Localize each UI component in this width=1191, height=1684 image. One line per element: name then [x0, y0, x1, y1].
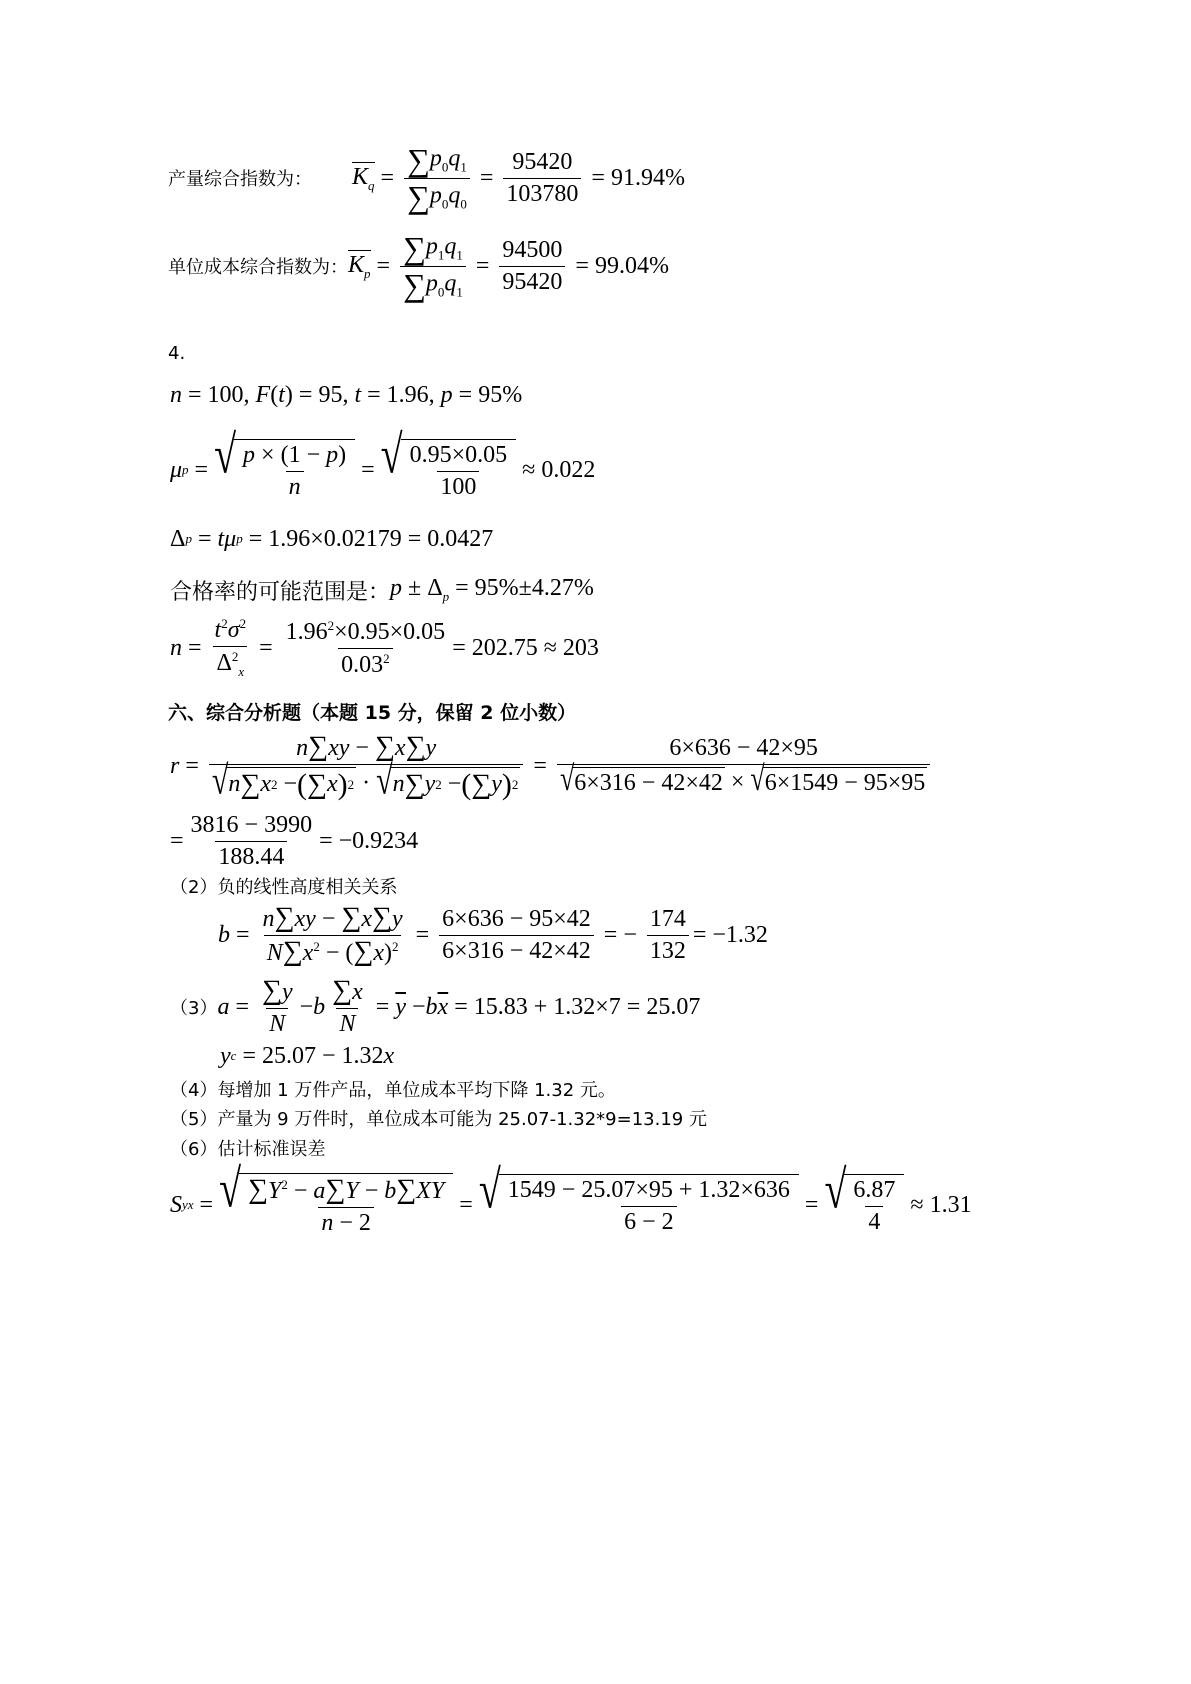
regression-equation: y c = 25.07 − 1.32 x: [220, 1042, 395, 1069]
n-num-base: 1.96: [285, 618, 328, 645]
r-step-numerator: 3816 − 3990: [190, 811, 313, 838]
b-den-values: 6×316 − 42×42: [439, 935, 594, 965]
slope-formula: b = $\frac{n\sum xy - \sum x\sum y}{N\sum x^2 - (\sum x)^2}$ = $\frac{6\times 636 - 95\times 42}{6\times 316 - 42\times 42}$ = − $\frac{174}{132}$ = −1.32: [218, 901, 768, 967]
limit-error-formula: Δ p = tμ p = 1.96×0.02179 = 0.0427: [170, 525, 494, 552]
section-6-heading: 六、综合分析题（本题 15 分，保留 2 位小数）: [168, 702, 577, 724]
mu-result: 0.022: [541, 456, 596, 483]
b-num-values: 6×636 − 95×42: [442, 905, 591, 932]
part-5-line: （5）产量为 9 万件时，单位成本可能为 25.07-1.32*9=13.19 元: [170, 1109, 707, 1130]
b-result: = −1.32: [692, 921, 768, 948]
mu-numerator: 0.95×0.05: [409, 442, 508, 468]
pass-rate-range-label: 合格率的可能范围是：: [170, 579, 391, 605]
output-index-formula: $K_q$ = $\frac{\sum p_0q_1}{\sum p_0q_0}$ = $\frac{95420}{103780}$ = 91.94%: [352, 141, 685, 215]
b-num-reduced: 174: [649, 905, 686, 932]
intercept-line: （3） a = $\frac{\sum y}{N}$ − b $\frac{\sum x}{N}$ = $\overline{y}$ − b $\overline{x}$ = 15.83 + 1.32×7 = 25.07: [170, 974, 701, 1037]
correlation-formula: r = n∑xy − ∑x∑y √ n ∑ x 2 − ( ∑ x ) 2 · √ n ∑ y 2 − ( ∑ y ) 2 = 6×636 − 42×95 √ 6×316 − 42×42 × √ 6×1549 − 95×95: [170, 728, 934, 804]
sampling-error-formula: μ p = √ $\frac{p \times (1 - p)}{n}$ = √ $\frac{0.95\times 0.05}{100}$ ≈ 0.022: [170, 424, 596, 500]
sample-size-formula: n = $\frac{t^2\sigma^2}{\Delta^2_x}$ = $\frac{1.96^2\times 0.95\times 0.05}{0.03^2}$ = 202.75 ≈ 203: [170, 616, 599, 679]
mu-denominator: 100: [437, 471, 479, 501]
kp-numerator: 94500: [502, 236, 563, 263]
part-4-line: （4）每增加 1 万件产品，单位成本平均下降 1.32 元。: [170, 1080, 616, 1101]
output-index-line: [168, 140, 685, 216]
yc-rhs: = 25.07 − 1.32: [242, 1042, 384, 1069]
pass-rate-range-line: 合格率的可能范围是： $p \pm \Delta_p = 95\%\pm 4.27\%$: [170, 575, 594, 605]
kq-denominator: 103780: [503, 178, 581, 208]
kp-result: 99.04%: [594, 252, 669, 279]
output-index-label: 产量综合指数为：: [168, 169, 312, 190]
n-den-base: 0.03: [341, 651, 384, 678]
b-den-reduced: 132: [647, 935, 689, 965]
kq-result: 91.94%: [610, 164, 685, 191]
part-2-line: （2）负的线性高度相关关系: [170, 877, 398, 898]
r-result: = −0.9234: [319, 827, 419, 854]
s-num-values: 1549 − 25.07×95 + 1.32×636: [507, 1177, 790, 1203]
part-6-line: （6）估计标准误差: [170, 1139, 326, 1160]
correlation-result: = $\frac{3816 - 3990}{188.44}$ = −0.9234: [170, 811, 419, 870]
a-rhs: = 15.83 + 1.32×7 = 25.07: [454, 993, 701, 1020]
s-result: ≈ 1.31: [910, 1191, 972, 1218]
kq-numerator: 95420: [512, 148, 573, 175]
r-den-a: 6×316 − 42×42: [572, 767, 725, 797]
delta-rhs: = 1.96×0.02179 = 0.0427: [248, 525, 494, 552]
s-num-reduced: 6.87: [853, 1177, 896, 1203]
question-4-number: 4.: [168, 343, 186, 364]
kp-denominator: 95420: [499, 266, 565, 296]
s-den-values: 6 − 2: [621, 1206, 677, 1236]
n-result: = 202.75 ≈ 203: [452, 634, 599, 661]
s-den-reduced: 4: [865, 1206, 883, 1236]
part-3-label: （3）: [170, 998, 218, 1019]
sampling-parameters: n = 100, F ( t ) = 95, t = 1.96, p = 95%: [170, 381, 523, 408]
standard-error-formula: S yx = √ $\frac{\sum Y^2 - a\sum Y - b\sum XY}{n - 2}$ = √ $\frac{1549 - 25.07\times 95 + 1.32\times 636}{6 - 2}$ = √ $\frac{6.87}{4}$ ≈ 1.31: [170, 1157, 972, 1236]
r-num-values: 6×636 − 42×95: [669, 735, 818, 761]
range-rhs: = 95%±4.27%: [455, 575, 594, 602]
r-step-denominator: 188.44: [215, 841, 287, 871]
r-den-b: 6×1549 − 95×95: [763, 767, 928, 797]
unit-cost-index-label: 单位成本综合指数为：: [168, 257, 348, 278]
unit-cost-index-formula: $K_p$ = $\frac{\sum p_1q_1}{\sum p_0q_1}$ = $\frac{94500}{95420}$ = 99.04%: [348, 229, 669, 303]
unit-cost-index-line: [168, 228, 669, 304]
n-num-rest: ×0.95×0.05: [334, 618, 446, 645]
